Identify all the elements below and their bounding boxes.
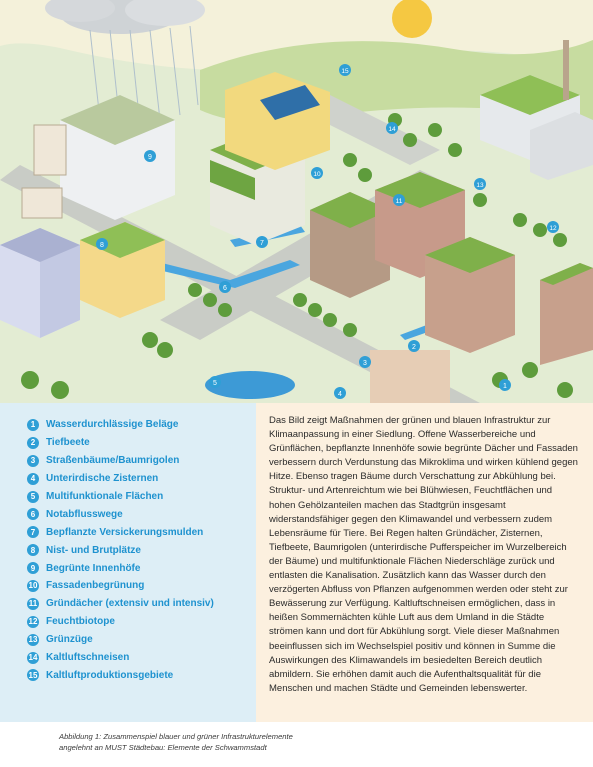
marker-8 xyxy=(96,238,108,250)
legend-label: Bepflanzte Versickerungsmulden xyxy=(46,526,204,538)
svg-text:15: 15 xyxy=(341,68,349,75)
marker-12 xyxy=(547,221,559,233)
legend-number-badge: 6 xyxy=(27,508,39,520)
legend-number-badge: 3 xyxy=(27,455,39,467)
legend-item xyxy=(27,541,256,559)
legend-number-badge: 2 xyxy=(27,437,39,449)
svg-text:12: 12 xyxy=(549,225,557,232)
marker-5 xyxy=(209,376,221,388)
legend-label: Unterirdische Zisternen xyxy=(46,473,159,485)
legend-label: Feuchtbiotope xyxy=(46,616,115,628)
svg-text:3: 3 xyxy=(363,360,367,367)
marker-2 xyxy=(408,340,420,352)
nest-box-icon-2 xyxy=(22,188,62,218)
description-panel xyxy=(256,403,593,722)
legend-label: Begrünte Innenhöfe xyxy=(46,562,141,574)
legend-item xyxy=(27,666,256,684)
legend-label: Kaltluftproduktionsgebiete xyxy=(46,669,174,681)
figure-caption xyxy=(59,732,539,753)
svg-text:10: 10 xyxy=(313,171,321,178)
legend-item xyxy=(27,595,256,613)
marker-10 xyxy=(311,167,323,179)
legend-label: Fassadenbegrünung xyxy=(46,580,145,592)
legend-label: Tiefbeete xyxy=(46,437,90,449)
legend-number-badge: 9 xyxy=(27,562,39,574)
marker-11 xyxy=(393,194,405,206)
legend-item xyxy=(27,559,256,577)
marker-13 xyxy=(474,178,486,190)
legend-number-badge: 4 xyxy=(27,473,39,485)
svg-text:8: 8 xyxy=(100,242,104,249)
legend-item xyxy=(27,505,256,523)
legend-item xyxy=(27,577,256,595)
legend-label: Multifunktionale Flächen xyxy=(46,491,164,502)
legend-label: Notabflusswege xyxy=(46,508,123,520)
legend-label: Kaltluftschneisen xyxy=(46,652,130,664)
legend-label: Nist- und Brutplätze xyxy=(46,544,141,556)
legend-panel xyxy=(0,403,256,722)
legend-label: Grünzüge xyxy=(46,634,93,646)
marker-9 xyxy=(144,150,156,162)
svg-text:1: 1 xyxy=(503,383,507,390)
nest-box-icon xyxy=(34,125,66,175)
legend-item xyxy=(27,416,256,434)
legend-item xyxy=(27,434,256,452)
svg-text:13: 13 xyxy=(476,182,484,189)
svg-text:5: 5 xyxy=(213,380,217,387)
svg-text:9: 9 xyxy=(148,154,152,161)
marker-3 xyxy=(359,356,371,368)
marker-6 xyxy=(219,281,231,293)
legend-number-badge: 14 xyxy=(28,653,38,663)
legend-label: Wasserdurchlässige Beläge xyxy=(46,419,179,431)
legend-item xyxy=(27,631,256,649)
legend-item xyxy=(27,488,256,506)
marker-4 xyxy=(334,387,346,399)
legend-number-badge: 11 xyxy=(28,599,38,609)
legend-number-badge: 1 xyxy=(27,419,39,431)
legend-number-badge: 12 xyxy=(28,617,38,627)
legend-number-badge: 5 xyxy=(27,491,39,503)
svg-text:7: 7 xyxy=(260,240,264,247)
caption-line-2: angelehnt an MUST Städtebau: Elemente der Schwammstadt xyxy=(59,742,267,752)
svg-text:4: 4 xyxy=(338,391,342,398)
marker-1 xyxy=(499,379,511,391)
svg-text:11: 11 xyxy=(395,198,403,205)
legend-item xyxy=(27,649,256,667)
legend-number-badge: 10 xyxy=(28,581,38,591)
legend-number-badge: 15 xyxy=(28,670,38,680)
legend-label: Gründächer (extensiv und intensiv) xyxy=(46,598,214,610)
svg-text:2: 2 xyxy=(412,344,416,351)
legend-list xyxy=(0,403,256,684)
legend-item xyxy=(27,523,256,541)
legend-number-badge: 13 xyxy=(28,635,38,645)
svg-text:14: 14 xyxy=(388,126,396,133)
svg-text:6: 6 xyxy=(223,285,227,292)
legend-number-badge: 8 xyxy=(27,544,39,556)
legend-label: Straßenbäume/Baumrigolen xyxy=(46,455,180,467)
legend-number-badge: 7 xyxy=(27,526,39,538)
description-text: Das Bild zeigt Maßnahmen der grünen und blauen Infrastruktur zur Klimaanpassung in einer Siedlung. Offene Wasserbereiche und Grünflächen, bepflanzte Innenhöfe sowie begrünte Dächer und Fassaden verbessern durch Verdunstung das Mikroklima und wirken kühlend gegen Hitze. Ebenso tragen Bäume durch Verschattung zur Abkühlung bei. Struktur- und Artenreichtum wie bei Blühwiesen, Feuchtflächen und hohen Gehölzanteilen machen das Stadtgrün insgesamt widerstandsfähiger gegen den Klimawandel und verbessern zudem Lebensräume für Tiere. Bei Regen halten Gründächer, Zisternen, Tiefbeete, Baumrigolen (unterirdische Pufferspeicher im Wurzelbereich der Bäume) und multifunktionale Flächen Niederschläge zurück und entlasten die Kanalisation. Zusätzlich kann das Wasser durch den verzögerten Abfluss von Pflanzen aufgenommen werden oder steht zur Bewässerung zur Verfügung. Kaltluftschneisen ermöglichen, dass in heißen Sommernächten kühle Luft aus dem Umland in die Städte strömen kann und dort für Abkühlung sorgt. Viele dieser Maßnahmen beeinflussen sich im Wechselspiel positiv und können in Summe die Auswirkungen des Klimawandels im besiedelten Bereich deutlich abmildern. Sie erhöhen damit auch die Aufenthaltsqualität für die Menschen und machen Städte und Gemeinden lebenswerter. xyxy=(269,415,578,694)
legend-item xyxy=(27,470,256,488)
marker-14 xyxy=(386,122,398,134)
legend-item xyxy=(27,613,256,631)
caption-line-1: Abbildung 1: Zusammenspiel blauer und grüner Infrastrukturelemente xyxy=(59,732,293,741)
marker-15 xyxy=(339,64,351,76)
legend-item xyxy=(27,452,256,470)
marker-7 xyxy=(256,236,268,248)
